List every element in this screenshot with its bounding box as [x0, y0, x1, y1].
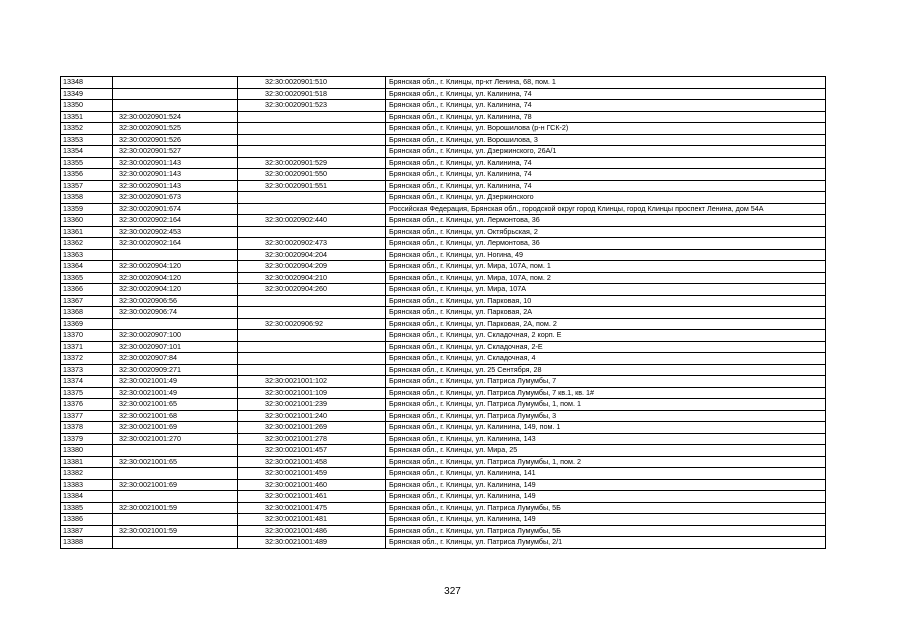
table-row	[61, 433, 826, 445]
address-cell: Российская Федерация, Брянская обл., городской округ город Клинцы, город Клинцы проспект Ленина, дом 54А	[386, 203, 826, 215]
table-row	[61, 468, 826, 480]
building-cadastral-number-cell: 32:30:0021001:459	[238, 468, 386, 480]
building-cadastral-number-cell	[238, 364, 386, 376]
table-row	[61, 456, 826, 468]
parcel-cadastral-number-cell	[113, 445, 238, 457]
table-row	[61, 123, 826, 135]
building-cadastral-number-cell: 32:30:0021001:475	[238, 502, 386, 514]
building-cadastral-number-cell: 32:30:0020904:209	[238, 261, 386, 273]
row-number-cell: 13369	[61, 318, 113, 330]
row-number-cell: 13376	[61, 399, 113, 411]
address-cell: Брянская обл., г. Клинцы, ул. Патриса Лумумбы, 7	[386, 376, 826, 388]
parcel-cadastral-number-cell: 32:30:0021001:65	[113, 456, 238, 468]
row-number-cell: 13354	[61, 146, 113, 158]
table-row	[61, 77, 826, 89]
parcel-cadastral-number-cell	[113, 514, 238, 526]
building-cadastral-number-cell	[238, 192, 386, 204]
address-cell: Брянская обл., г. Клинцы, ул. Мира, 25	[386, 445, 826, 457]
building-cadastral-number-cell: 32:30:0020901:550	[238, 169, 386, 181]
row-number-cell: 13366	[61, 284, 113, 296]
building-cadastral-number-cell: 32:30:0021001:486	[238, 525, 386, 537]
row-number-cell: 13361	[61, 226, 113, 238]
table-row	[61, 192, 826, 204]
address-cell: Брянская обл., г. Клинцы, ул. Октябрьская, 2	[386, 226, 826, 238]
address-cell: Брянская обл., г. Клинцы, ул. Лермонтова, 36	[386, 238, 826, 250]
row-number-cell: 13383	[61, 479, 113, 491]
parcel-cadastral-number-cell	[113, 318, 238, 330]
table-row	[61, 445, 826, 457]
row-number-cell: 13377	[61, 410, 113, 422]
address-cell: Брянская обл., г. Клинцы, ул. Ворошилова, 3	[386, 134, 826, 146]
table-row	[61, 364, 826, 376]
address-cell: Брянская обл., г. Клинцы, ул. Складочная, 2-Е	[386, 341, 826, 353]
table-row	[61, 307, 826, 319]
row-number-cell: 13363	[61, 249, 113, 261]
row-number-cell: 13374	[61, 376, 113, 388]
table-row	[61, 422, 826, 434]
parcel-cadastral-number-cell: 32:30:0020901:526	[113, 134, 238, 146]
parcel-cadastral-number-cell	[113, 537, 238, 549]
row-number-cell: 13353	[61, 134, 113, 146]
row-number-cell: 13351	[61, 111, 113, 123]
row-number-cell: 13388	[61, 537, 113, 549]
row-number-cell: 13387	[61, 525, 113, 537]
row-number-cell: 13386	[61, 514, 113, 526]
address-cell: Брянская обл., г. Клинцы, ул. Калинина, 74	[386, 180, 826, 192]
building-cadastral-number-cell: 32:30:0020901:529	[238, 157, 386, 169]
parcel-cadastral-number-cell: 32:30:0020904:120	[113, 272, 238, 284]
building-cadastral-number-cell: 32:30:0021001:240	[238, 410, 386, 422]
address-cell: Брянская обл., г. Клинцы, ул. Мира, 107А, пом. 1	[386, 261, 826, 273]
parcel-cadastral-number-cell: 32:30:0021001:69	[113, 479, 238, 491]
address-cell: Брянская обл., г. Клинцы, пр-кт Ленина, 68, пом. 1	[386, 77, 826, 89]
parcel-cadastral-number-cell: 32:30:0020906:56	[113, 295, 238, 307]
address-cell: Брянская обл., г. Клинцы, ул. Калинина, 149	[386, 491, 826, 503]
parcel-cadastral-number-cell: 32:30:0020901:525	[113, 123, 238, 135]
address-cell: Брянская обл., г. Клинцы, ул. Патриса Лумумбы, 5Б	[386, 525, 826, 537]
building-cadastral-number-cell	[238, 353, 386, 365]
table-row	[61, 479, 826, 491]
address-cell: Брянская обл., г. Клинцы, ул. Парковая, 2А, пом. 2	[386, 318, 826, 330]
building-cadastral-number-cell: 32:30:0021001:278	[238, 433, 386, 445]
address-cell: Брянская обл., г. Клинцы, ул. Патриса Лумумбы, 5Б	[386, 502, 826, 514]
parcel-cadastral-number-cell: 32:30:0021001:65	[113, 399, 238, 411]
table-row	[61, 376, 826, 388]
building-cadastral-number-cell: 32:30:0021001:109	[238, 387, 386, 399]
address-cell: Брянская обл., г. Клинцы, ул. Калинина, 143	[386, 433, 826, 445]
address-cell: Брянская обл., г. Клинцы, ул. Патриса Лумумбы, 1, пом. 2	[386, 456, 826, 468]
building-cadastral-number-cell	[238, 146, 386, 158]
parcel-cadastral-number-cell: 32:30:0020902:164	[113, 215, 238, 227]
building-cadastral-number-cell	[238, 341, 386, 353]
building-cadastral-number-cell	[238, 307, 386, 319]
parcel-cadastral-number-cell: 32:30:0020901:143	[113, 157, 238, 169]
table-row	[61, 203, 826, 215]
table-row	[61, 249, 826, 261]
address-cell: Брянская обл., г. Клинцы, ул. Парковая, 10	[386, 295, 826, 307]
building-cadastral-number-cell: 32:30:0020906:92	[238, 318, 386, 330]
table-row	[61, 318, 826, 330]
building-cadastral-number-cell	[238, 123, 386, 135]
building-cadastral-number-cell: 32:30:0020901:523	[238, 100, 386, 112]
row-number-cell: 13365	[61, 272, 113, 284]
address-cell: Брянская обл., г. Клинцы, ул. Лермонтова, 36	[386, 215, 826, 227]
building-cadastral-number-cell	[238, 226, 386, 238]
table-row	[61, 261, 826, 273]
parcel-cadastral-number-cell: 32:30:0020907:100	[113, 330, 238, 342]
page-number: 327	[444, 586, 461, 597]
address-cell: Брянская обл., г. Клинцы, ул. Калинина, 78	[386, 111, 826, 123]
address-cell: Брянская обл., г. Клинцы, ул. Мира, 107А	[386, 284, 826, 296]
address-cell: Брянская обл., г. Клинцы, ул. Складочная, 4	[386, 353, 826, 365]
row-number-cell: 13356	[61, 169, 113, 181]
row-number-cell: 13381	[61, 456, 113, 468]
building-cadastral-number-cell	[238, 134, 386, 146]
building-cadastral-number-cell	[238, 111, 386, 123]
parcel-cadastral-number-cell: 32:30:0021001:59	[113, 525, 238, 537]
row-number-cell: 13355	[61, 157, 113, 169]
parcel-cadastral-number-cell: 32:30:0020904:120	[113, 284, 238, 296]
row-number-cell: 13380	[61, 445, 113, 457]
parcel-cadastral-number-cell: 32:30:0021001:68	[113, 410, 238, 422]
parcel-cadastral-number-cell: 32:30:0020902:164	[113, 238, 238, 250]
building-cadastral-number-cell: 32:30:0020904:260	[238, 284, 386, 296]
building-cadastral-number-cell	[238, 330, 386, 342]
parcel-cadastral-number-cell	[113, 77, 238, 89]
row-number-cell: 13357	[61, 180, 113, 192]
address-cell: Брянская обл., г. Клинцы, ул. Складочная, 2 корп. Е	[386, 330, 826, 342]
row-number-cell: 13368	[61, 307, 113, 319]
building-cadastral-number-cell: 32:30:0020901:551	[238, 180, 386, 192]
row-number-cell: 13373	[61, 364, 113, 376]
row-number-cell: 13352	[61, 123, 113, 135]
row-number-cell: 13358	[61, 192, 113, 204]
row-number-cell: 13348	[61, 77, 113, 89]
table-row	[61, 134, 826, 146]
building-cadastral-number-cell: 32:30:0021001:269	[238, 422, 386, 434]
parcel-cadastral-number-cell: 32:30:0020907:84	[113, 353, 238, 365]
row-number-cell: 13382	[61, 468, 113, 480]
parcel-cadastral-number-cell: 32:30:0020901:143	[113, 180, 238, 192]
address-cell: Брянская обл., г. Клинцы, ул. Калинина, 74	[386, 169, 826, 181]
building-cadastral-number-cell: 32:30:0020904:204	[238, 249, 386, 261]
address-cell: Брянская обл., г. Клинцы, ул. Дзержинского	[386, 192, 826, 204]
table-row	[61, 272, 826, 284]
parcel-cadastral-number-cell: 32:30:0020901:674	[113, 203, 238, 215]
address-cell: Брянская обл., г. Клинцы, ул. Ногина, 49	[386, 249, 826, 261]
parcel-cadastral-number-cell: 32:30:0020904:120	[113, 261, 238, 273]
building-cadastral-number-cell: 32:30:0021001:102	[238, 376, 386, 388]
parcel-cadastral-number-cell	[113, 88, 238, 100]
row-number-cell: 13359	[61, 203, 113, 215]
row-number-cell: 13367	[61, 295, 113, 307]
parcel-cadastral-number-cell: 32:30:0021001:49	[113, 387, 238, 399]
parcel-cadastral-number-cell	[113, 100, 238, 112]
table-row	[61, 537, 826, 549]
table-row	[61, 238, 826, 250]
address-cell: Брянская обл., г. Клинцы, ул. Мира, 107А, пом. 2	[386, 272, 826, 284]
address-cell: Брянская обл., г. Клинцы, ул. Ворошилова (р-н ГСК-2)	[386, 123, 826, 135]
parcel-cadastral-number-cell	[113, 491, 238, 503]
address-cell: Брянская обл., г. Клинцы, ул. Калинина, 74	[386, 88, 826, 100]
building-cadastral-number-cell	[238, 295, 386, 307]
table-row	[61, 410, 826, 422]
address-cell: Брянская обл., г. Клинцы, ул. Калинина, 74	[386, 157, 826, 169]
row-number-cell: 13350	[61, 100, 113, 112]
parcel-cadastral-number-cell: 32:30:0020907:101	[113, 341, 238, 353]
table-row	[61, 111, 826, 123]
parcel-cadastral-number-cell: 32:30:0021001:270	[113, 433, 238, 445]
building-cadastral-number-cell: 32:30:0021001:457	[238, 445, 386, 457]
table-row	[61, 514, 826, 526]
table-row	[61, 295, 826, 307]
row-number-cell: 13371	[61, 341, 113, 353]
registry-table	[60, 76, 826, 549]
address-cell: Брянская обл., г. Клинцы, ул. Калинина, 149	[386, 479, 826, 491]
parcel-cadastral-number-cell	[113, 249, 238, 261]
row-number-cell: 13375	[61, 387, 113, 399]
table-row	[61, 100, 826, 112]
address-cell: Брянская обл., г. Клинцы, ул. Калинина, 149	[386, 514, 826, 526]
building-cadastral-number-cell: 32:30:0021001:239	[238, 399, 386, 411]
table-row	[61, 226, 826, 238]
row-number-cell: 13385	[61, 502, 113, 514]
address-cell: Брянская обл., г. Клинцы, ул. Калинина, 141	[386, 468, 826, 480]
table-row	[61, 341, 826, 353]
table-row	[61, 502, 826, 514]
address-cell: Брянская обл., г. Клинцы, ул. Парковая, 2А	[386, 307, 826, 319]
address-cell: Брянская обл., г. Клинцы, ул. Калинина, 74	[386, 100, 826, 112]
building-cadastral-number-cell: 32:30:0020904:210	[238, 272, 386, 284]
address-cell: Брянская обл., г. Клинцы, ул. Дзержинского, 26А/1	[386, 146, 826, 158]
parcel-cadastral-number-cell: 32:30:0020901:143	[113, 169, 238, 181]
address-cell: Брянская обл., г. Клинцы, ул. Калинина, 149, пом. 1	[386, 422, 826, 434]
table-row	[61, 491, 826, 503]
row-number-cell: 13384	[61, 491, 113, 503]
address-cell: Брянская обл., г. Клинцы, ул. Патриса Лумумбы, 2/1	[386, 537, 826, 549]
table-row	[61, 353, 826, 365]
building-cadastral-number-cell: 32:30:0021001:489	[238, 537, 386, 549]
address-cell: Брянская обл., г. Клинцы, ул. Патриса Лумумбы, 3	[386, 410, 826, 422]
parcel-cadastral-number-cell: 32:30:0020909:271	[113, 364, 238, 376]
address-cell: Брянская обл., г. Клинцы, ул. Патриса Лумумбы, 1, пом. 1	[386, 399, 826, 411]
building-cadastral-number-cell: 32:30:0020901:518	[238, 88, 386, 100]
building-cadastral-number-cell: 32:30:0021001:461	[238, 491, 386, 503]
parcel-cadastral-number-cell: 32:30:0021001:59	[113, 502, 238, 514]
building-cadastral-number-cell: 32:30:0020902:473	[238, 238, 386, 250]
row-number-cell: 13349	[61, 88, 113, 100]
row-number-cell: 13378	[61, 422, 113, 434]
row-number-cell: 13372	[61, 353, 113, 365]
row-number-cell: 13362	[61, 238, 113, 250]
building-cadastral-number-cell: 32:30:0021001:458	[238, 456, 386, 468]
building-cadastral-number-cell	[238, 203, 386, 215]
building-cadastral-number-cell: 32:30:0020902:440	[238, 215, 386, 227]
table-row	[61, 146, 826, 158]
table-row	[61, 330, 826, 342]
parcel-cadastral-number-cell: 32:30:0021001:69	[113, 422, 238, 434]
parcel-cadastral-number-cell: 32:30:0020901:673	[113, 192, 238, 204]
table-row	[61, 284, 826, 296]
address-cell: Брянская обл., г. Клинцы, ул. Патриса Лумумбы, 7 кв.1, кв. 1#	[386, 387, 826, 399]
table-row	[61, 215, 826, 227]
parcel-cadastral-number-cell: 32:30:0020901:524	[113, 111, 238, 123]
parcel-cadastral-number-cell: 32:30:0020906:74	[113, 307, 238, 319]
row-number-cell: 13370	[61, 330, 113, 342]
parcel-cadastral-number-cell: 32:30:0021001:49	[113, 376, 238, 388]
row-number-cell: 13379	[61, 433, 113, 445]
row-number-cell: 13360	[61, 215, 113, 227]
table-row	[61, 387, 826, 399]
parcel-cadastral-number-cell: 32:30:0020902:453	[113, 226, 238, 238]
table-row	[61, 180, 826, 192]
building-cadastral-number-cell: 32:30:0020901:510	[238, 77, 386, 89]
building-cadastral-number-cell: 32:30:0021001:460	[238, 479, 386, 491]
row-number-cell: 13364	[61, 261, 113, 273]
parcel-cadastral-number-cell: 32:30:0020901:527	[113, 146, 238, 158]
table-row	[61, 525, 826, 537]
table-row	[61, 88, 826, 100]
parcel-cadastral-number-cell	[113, 468, 238, 480]
table-row	[61, 169, 826, 181]
address-cell: Брянская обл., г. Клинцы, ул. 25 Сентября, 28	[386, 364, 826, 376]
building-cadastral-number-cell: 32:30:0021001:481	[238, 514, 386, 526]
table-row	[61, 399, 826, 411]
table-row	[61, 157, 826, 169]
registry-table-body	[61, 77, 826, 549]
